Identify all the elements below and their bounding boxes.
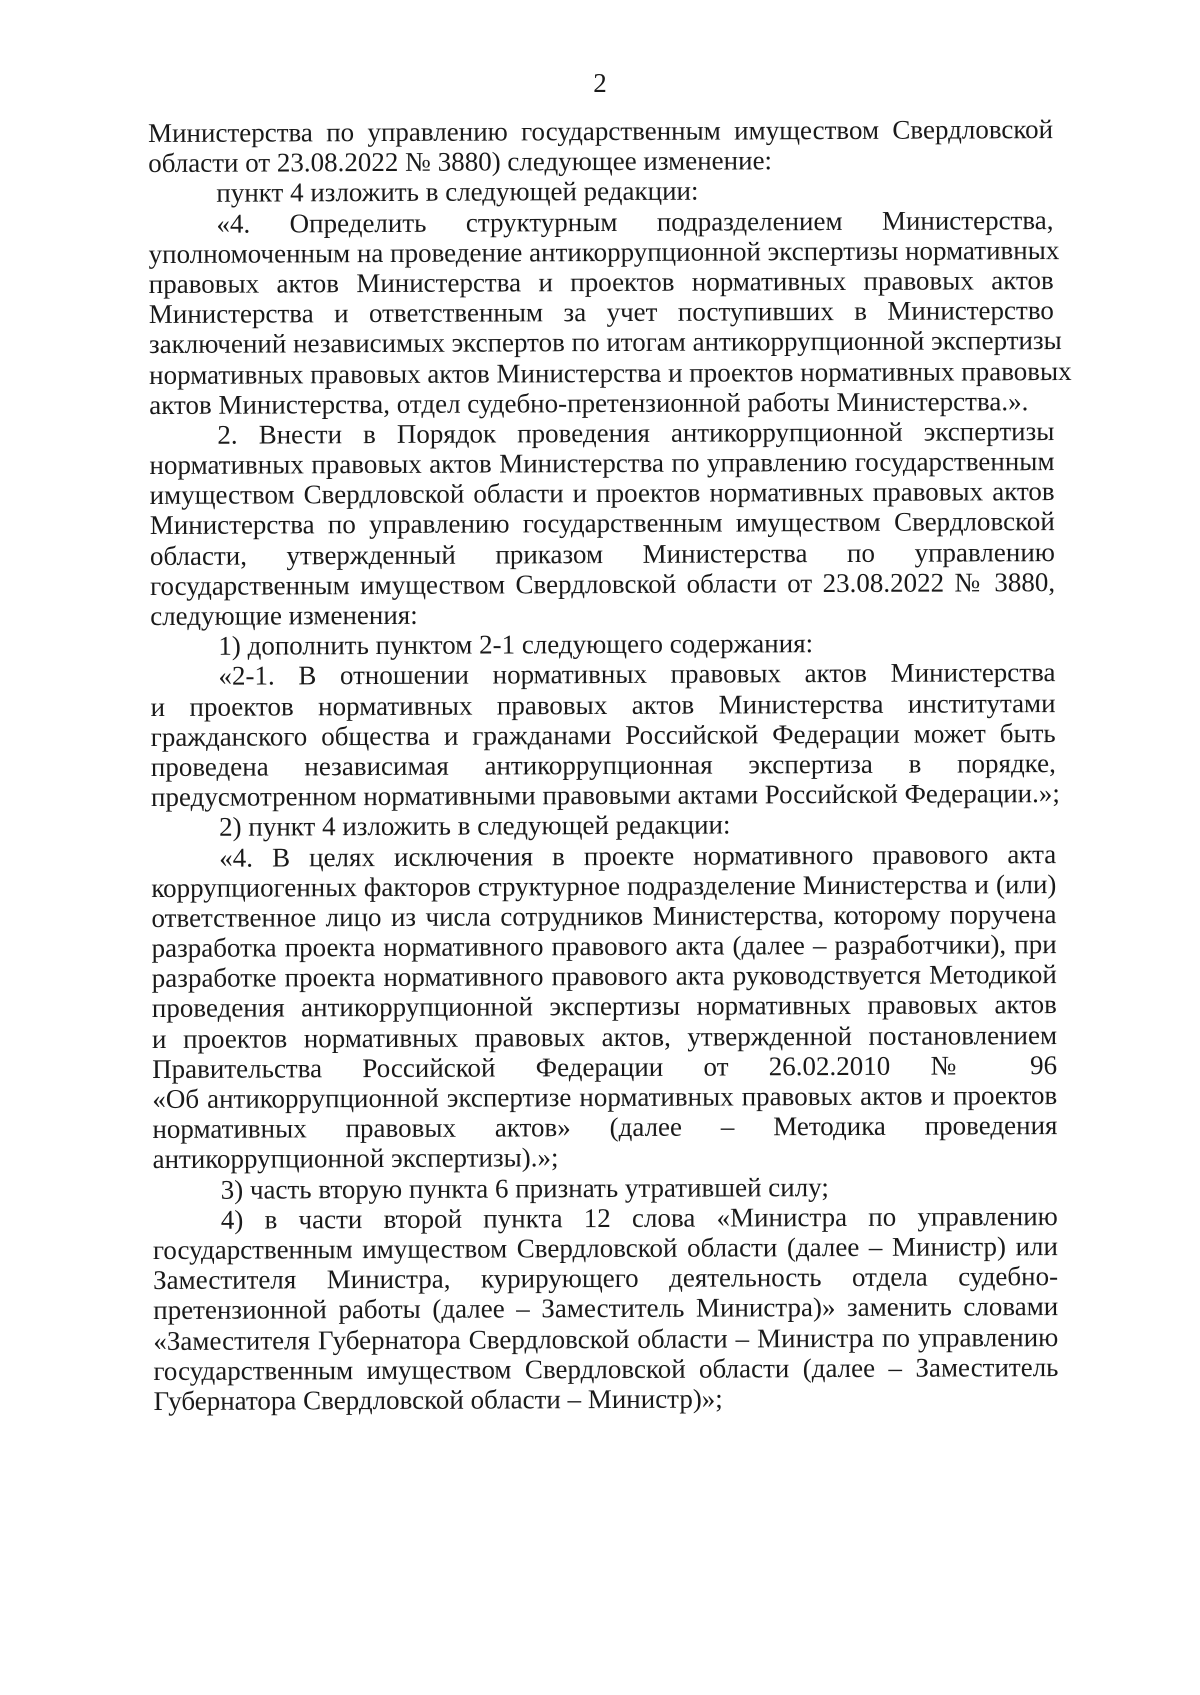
text-line: уполномоченным на проведение антикоррупционной экспертизы нормативных (148, 234, 1060, 269)
text-line: 3) часть вторую пункта 6 признать утратившей силу; (220, 1171, 829, 1205)
text-line: 1) дополнить пунктом 2-1 следующего содержания: (218, 628, 814, 661)
text-line: нормативных правовых актов Министерства и проектов нормативных правовых (149, 355, 1072, 390)
text-line: коррупциогенных факторов структурное подразделение Министерства и (или) (151, 868, 1057, 903)
text-line: «Об антикоррупционной экспертизе нормативных правовых актов и проектов (152, 1080, 1058, 1114)
text-line: области, утвержденный приказом Министерства по управлению (149, 536, 1055, 571)
text-line: области от 23.08.2022 № 3880) следующее изменение: (148, 145, 773, 179)
text-line: гражданского общества и гражданами Российской Федерации может быть (150, 717, 1056, 752)
text-line: имуществом Свердловской области и проектов нормативных правовых актов (149, 476, 1055, 511)
text-line: «Заместителя Губернатора Свердловской области – Министра по управлению (153, 1321, 1059, 1356)
text-line: «4. Определить структурным подразделением Министерства, (216, 204, 1054, 239)
text-line: Заместителя Министра, курирующего деятельность отдела судебно- (153, 1261, 1059, 1296)
text-line: ответственное лицо из числа сотрудников Министерства, которому поручена (151, 898, 1057, 933)
text-line: «2-1. В отношении нормативных правовых актов Министерства (218, 657, 1056, 692)
text-line: и проектов нормативных правовых актов, утвержденной постановлением (151, 1019, 1058, 1054)
text-line: правовых актов Министерства и проектов нормативных правовых актов (148, 264, 1054, 299)
text-line: актов Министерства, отдел судебно-претензионной работы Министерства.». (149, 385, 1029, 420)
text-line: государственным имуществом Свердловской области от 23.08.2022 № 3880, (149, 566, 1056, 601)
text-line: «4. В целях исключения в проекте нормативного правового акта (219, 838, 1057, 873)
text-line: проведена независимая антикоррупционная экспертиза в порядке, (150, 747, 1056, 782)
text-line: государственным имуществом Свердловской области (далее – Заместитель (153, 1351, 1059, 1386)
text-line: Министерства по управлению государственным имуществом Свердловской (149, 506, 1055, 541)
text-line: и проектов нормативных правовых актов Министерства институтами (150, 687, 1056, 722)
text-line: нормативных правовых актов Министерства по управлению государственным (149, 446, 1055, 481)
text-line: 2. Внести в Порядок проведения антикоррупционной экспертизы (217, 415, 1055, 450)
text-line: разработке проекта нормативного правового акта руководствуется Методикой (151, 959, 1057, 994)
text-line: Губернатора Свердловской области – Министр)»; (153, 1383, 723, 1416)
text-line: нормативных правовых актов» (далее – Методика проведения (152, 1110, 1058, 1145)
text-line: разработка проекта нормативного правового акта (далее – разработчики), при (151, 929, 1057, 964)
text-line: государственным имуществом Свердловской области (далее – Министр) или (152, 1230, 1058, 1265)
text-line: следующие изменения: (150, 599, 418, 631)
text-line: пункт 4 изложить в следующей редакции: (216, 175, 699, 209)
text-line: проведения антикоррупционной экспертизы нормативных правовых актов (151, 989, 1057, 1024)
text-line: антикоррупционной экспертизы).»; (152, 1142, 559, 1175)
text-line: Правительства Российской Федерации от 26.02.2010 № 96 (152, 1049, 1058, 1084)
text-line: 2) пункт 4 изложить в следующей редакции: (219, 809, 731, 843)
document-body (148, 114, 1072, 1416)
text-line: 4) в части второй пункта 12 слова «Министра по управлению (220, 1200, 1058, 1235)
text-line: предусмотренном нормативными правовыми актами Российской Федерации.»; (150, 778, 1060, 813)
text-line: Министерства и ответственным за учет поступивших в Министерство (148, 295, 1054, 330)
page-number: 2 (593, 68, 607, 98)
text-line: претензионной работы (далее – Заместитель Министра)» заменить словами (153, 1291, 1059, 1326)
text-line: заключений независимых экспертов по итогам антикоррупционной экспертизы (148, 325, 1062, 360)
text-line: Министерства по управлению государственным имуществом Свердловской (148, 114, 1054, 148)
